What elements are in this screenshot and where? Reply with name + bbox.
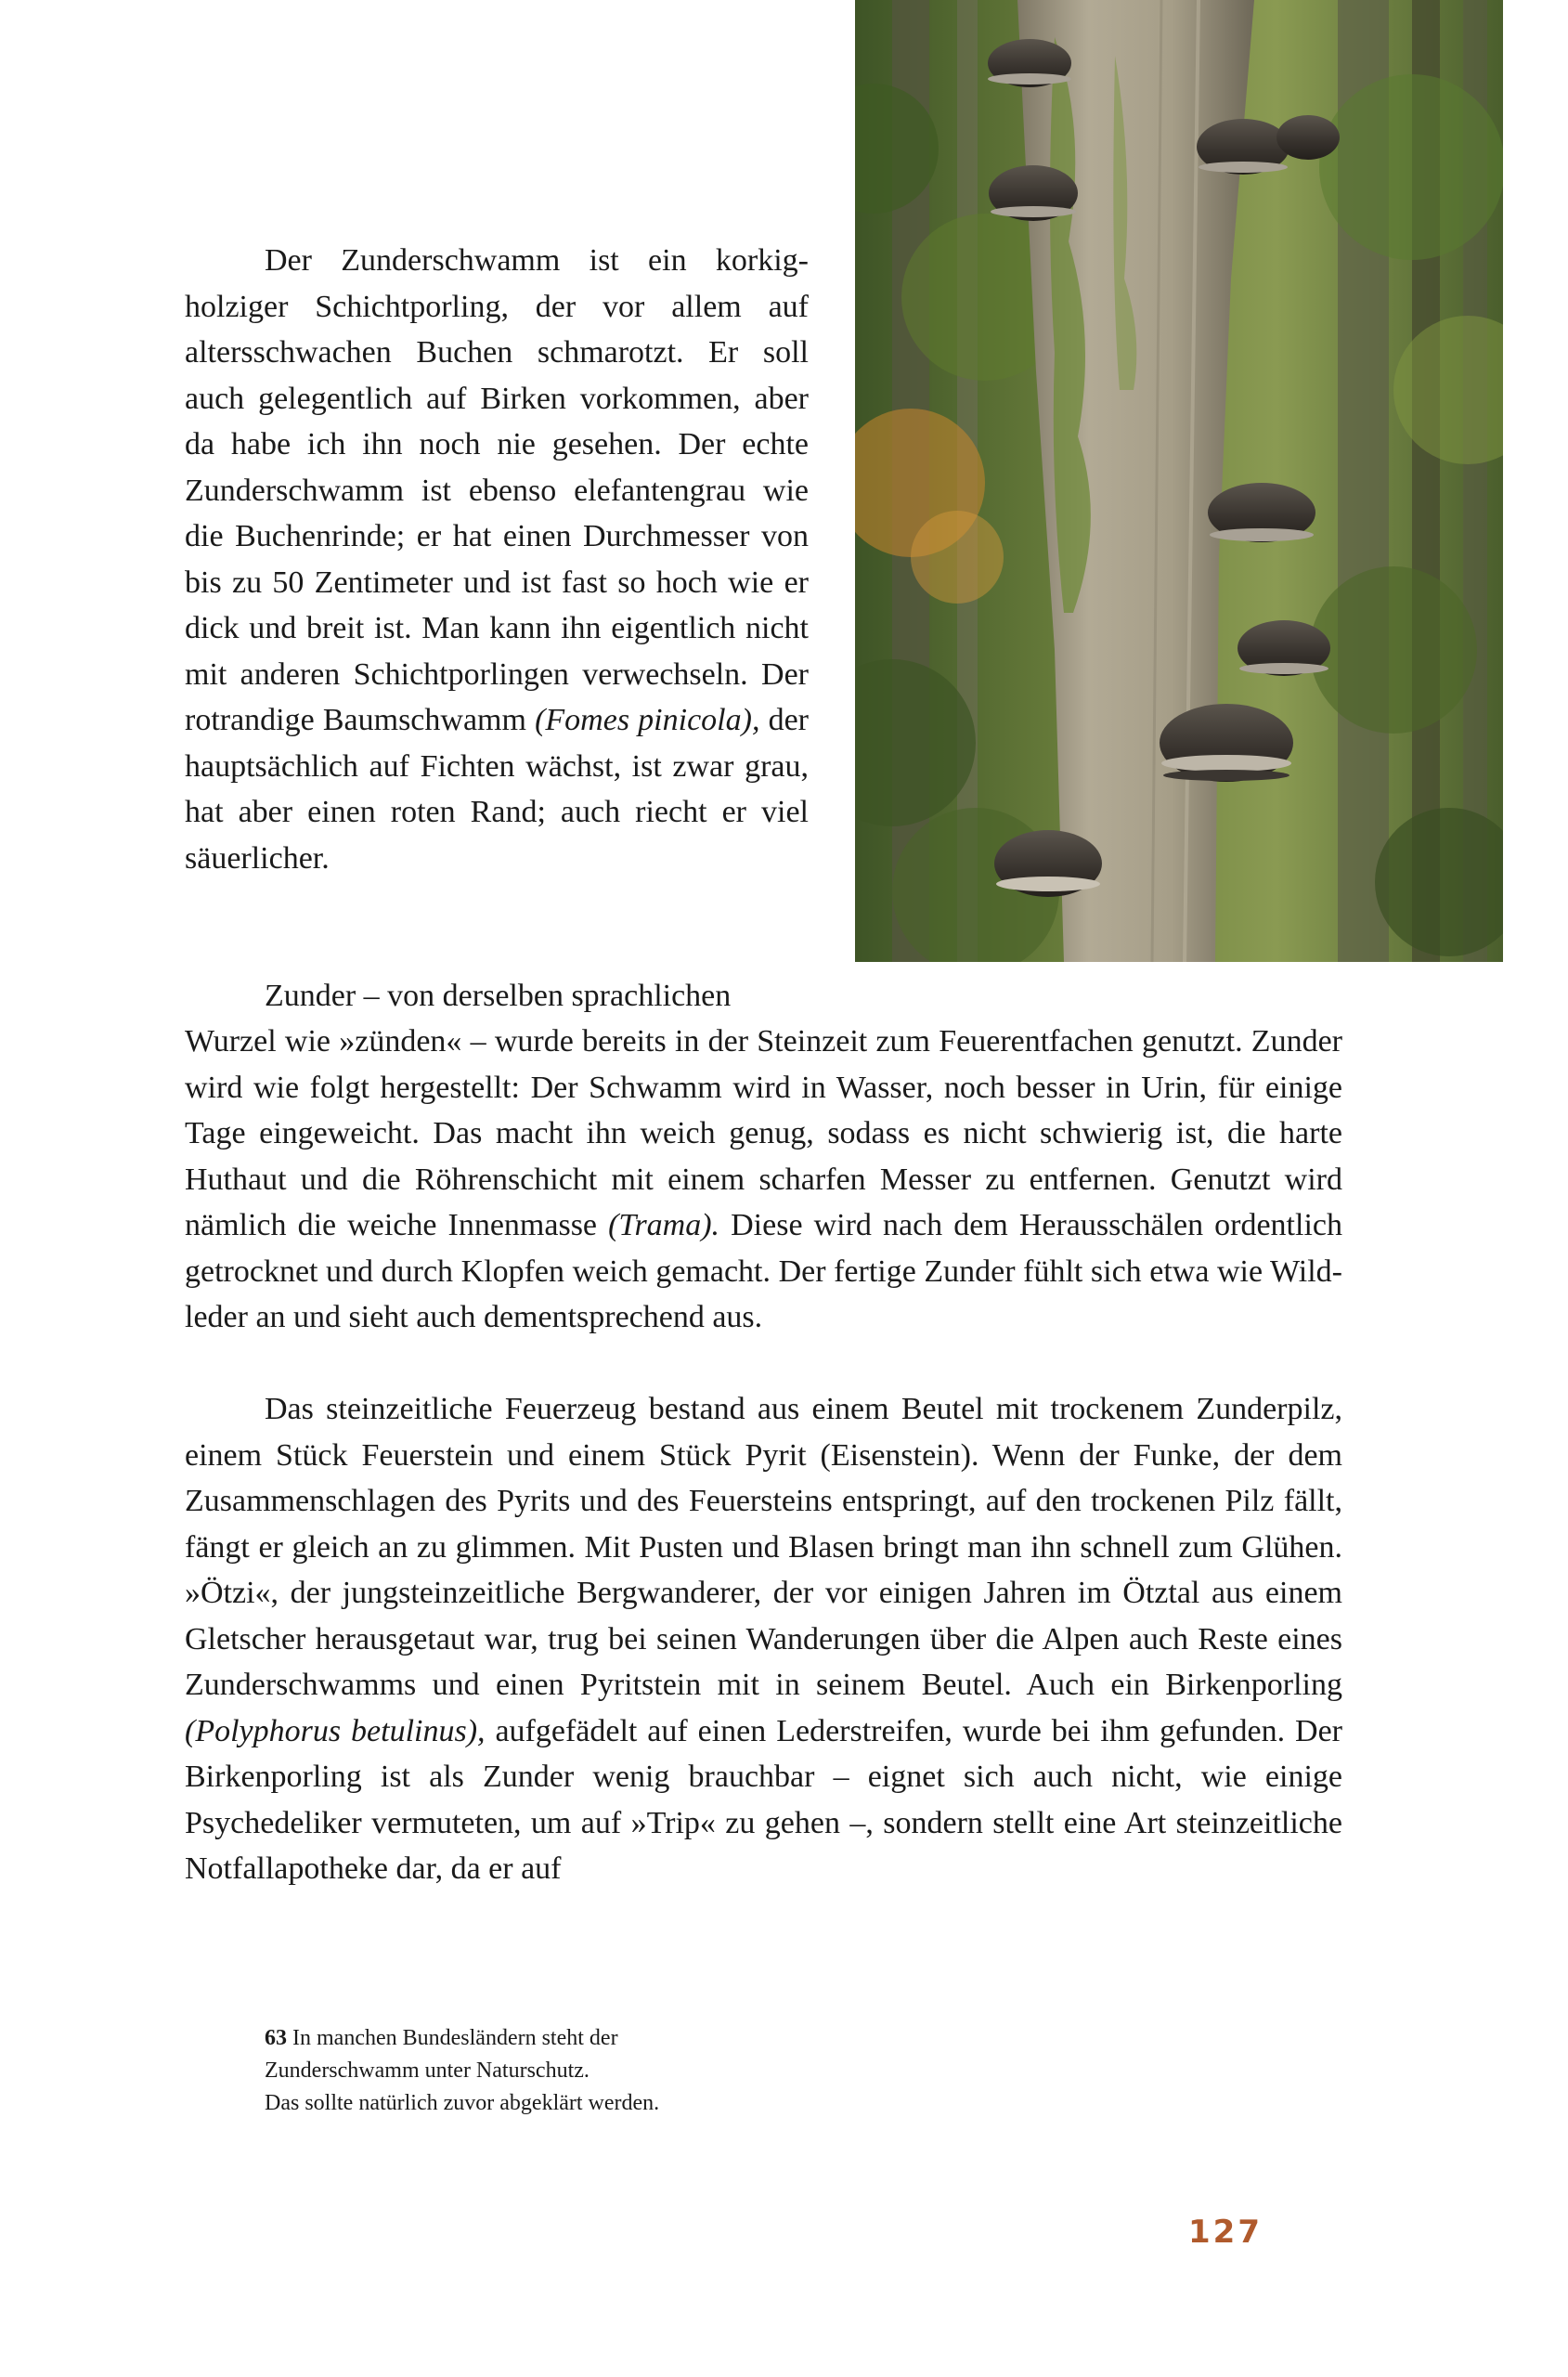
paragraph-2 [185, 1019, 1342, 1341]
fungus-bracket-8 [994, 830, 1102, 897]
paragraph-1-text: Der Zunderschwamm ist ein korkigholziger Schichtporling, der vor allem auf altersschwachen Buchen schmarotzt. Er soll auch gelegentlich auf Birken vorkommen, aber da habe ich ihn noch nie gesehen. Der echte Zunderschwamm ist ebenso elefantengrau wie die Buchenrinde; er hat einen Durchmesser von bis zu 50 Zentimeter und ist fast so hoch wie er dick und breit ist. Man kann ihn eigentlich nicht mit anderen Schichtporlingen verwechseln. Der rotrandige Baumschwamm [185, 243, 809, 737]
paragraph-2-first-line: Zunder – von derselben sprachlichen [265, 979, 732, 1013]
photo-tree-with-tinder-fungi [855, 0, 1503, 962]
latin-name-trama: (Trama). [608, 1208, 720, 1242]
fungus-bracket-3 [1197, 119, 1289, 175]
footnote-line-2: Zunderschwamm unter Naturschutz. [265, 2059, 590, 2083]
paragraph-3 [185, 1386, 1342, 1892]
footnote-text-1: In manchen Bundesländern steht der [292, 2026, 618, 2050]
paragraph-2-text: Wurzel wie »zünden« – wurde bereits in der Steinzeit zum Feuerentfachen genutzt. Zunder wird wie folgt hergestellt: Der Schwamm wird in Wasser, noch besser in Urin, für einige Tage eingeweicht. Das macht ihn weich genug, sodass es nicht schwierig ist, die harte Huthaut und die Röhrenschicht mit einem scharfen Messer zu entfernen. Genutzt wird nämlich die weiche Innenmasse [185, 1024, 1342, 1242]
footnote-line-3: Das sollte natürlich zuvor abgeklärt werden. [265, 2091, 660, 2115]
footnote [265, 2022, 822, 2120]
fungus-bracket-2 [989, 165, 1078, 221]
paragraph-1 [185, 238, 809, 881]
fungus-bracket-4 [1276, 115, 1340, 160]
paragraph-3-text-after: aufgefädelt auf einen Lederstreifen, wurde bei ihm gefunden. Der Birkenporling ist als Zunder wenig brauchbar – eignet sich auch nicht, wie einige Psychedeliker vermuteten, um auf »Trip« zu gehen –, sondern stellt eine Art steinzeitliche Notfallapotheke dar, da er auf [185, 1713, 1342, 1886]
footnote-line-1 [265, 2022, 822, 2055]
tree-fungi-illustration [855, 0, 1503, 962]
paragraph-1-text-after: der hauptsächlich auf Fichten wächst, ist zwar grau, hat aber einen roten Rand; auch riecht er viel säuerlicher. [185, 703, 809, 876]
fungus-bracket-1 [988, 39, 1071, 87]
footnote-number: 63 [265, 2026, 287, 2050]
latin-name-polyphorus-betulinus: (Polyphorus betulinus), [185, 1713, 486, 1748]
fungus-bracket-6 [1238, 620, 1330, 676]
fungus-bracket-7 [1160, 704, 1293, 782]
fungus-bracket-5 [1208, 483, 1315, 542]
paragraph-3-text: Das steinzeitliche Feuerzeug bestand aus einem Beutel mit trockenem Zunderpilz, einem Stück Feuerstein und einem Stück Pyrit (Eisenstein). Wenn der Funke, der dem Zusammenschlagen des Pyrits und des Feuersteins entspringt, auf den trockenen Pilz fällt, fängt er gleich an zu glimmen. Mit Pusten und Blasen bringt man ihn schnell zum Glühen. »Ötzi«, der jungsteinzeitliche Bergwanderer, der vor einigen Jahren im Ötztal aus einem Gletscher herausgetaut war, trug bei seinen Wanderungen über die Alpen auch Reste eines Zunderschwamms und einen Pyritstein mit in seinem Beutel. Auch ein Birkenporling [185, 1392, 1342, 1702]
page-number: 127 [1188, 2214, 1263, 2251]
latin-name-fomes-pinicola: (Fomes pinicola), [535, 703, 760, 737]
paragraph-2-text-after: Diese wird nach dem Herausschälen ordentlich getrocknet und durch Klopfen weich gemacht. Der fertige Zunder fühlt sich etwa wie Wildleder an und sieht auch dementsprechend aus. [185, 1208, 1342, 1334]
